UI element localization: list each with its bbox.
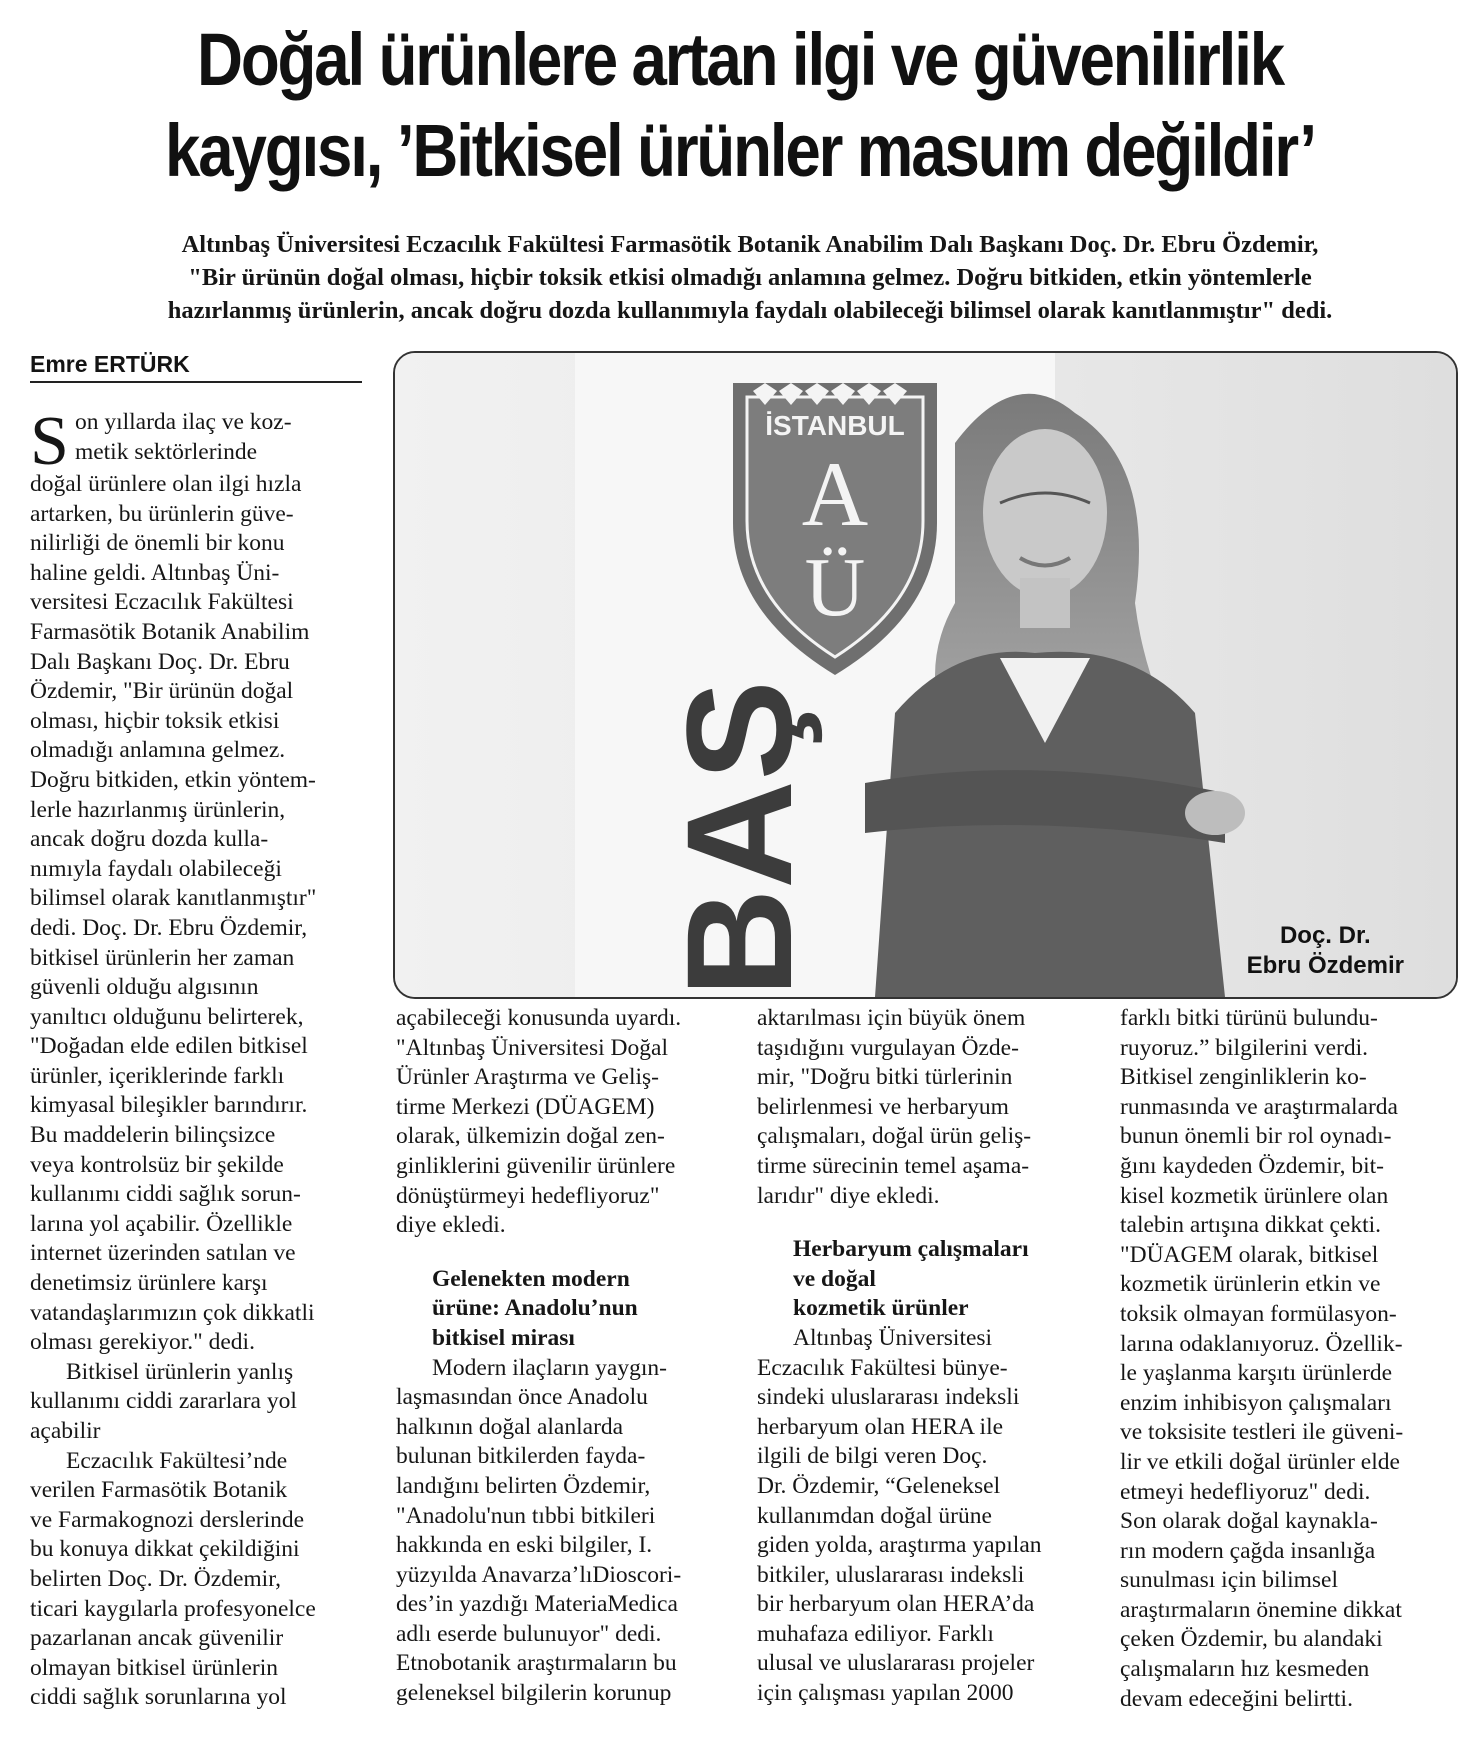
body-text-line: bitkiler, uluslararası indeksli [757, 1561, 1025, 1588]
body-text-line: rın modern çağda insanlığa [1120, 1537, 1376, 1564]
body-text-line: kimyasal bileşikler barındırır. [30, 1092, 308, 1119]
body-text-line: olmayan bitkisel ürünlerin [30, 1654, 279, 1681]
body-text-line: farklı bitki türünü bulundu- [1120, 1005, 1378, 1031]
body-text-line: belirten Doç. Dr. Özdemir, [30, 1565, 281, 1592]
body-text-line: "Altınbaş Üniversitesi Doğal [396, 1034, 668, 1061]
body-text-line: doğal ürünlere olan ilgi hızla [30, 471, 302, 497]
body-text-line: denetimsiz ürünlere karşı [30, 1270, 268, 1297]
body-text-line: ancak doğru dozda kulla- [30, 826, 269, 853]
headline-line-1: Doğal ürünlere artan ilgi ve güvenilirlik [197, 18, 1283, 101]
body-text-line: yüzyılda Anavarza’lıDioscori- [396, 1561, 682, 1588]
body-text-line: Dr. Özdemir, “Geleneksel [757, 1472, 1001, 1499]
body-text-line: ve toksisite testleri ile güveni- [1120, 1419, 1404, 1446]
body-text-line: kullanımı ciddi zararlara yol [30, 1388, 297, 1415]
body-text-line: Son olarak doğal kaynakla- [1120, 1508, 1378, 1535]
body-text-line: nilirliği de önemli bir konu [30, 530, 285, 557]
body-text-line: açabileceği konusunda uyardı. [396, 1005, 682, 1031]
body-text-line: aktarılması için büyük önem [757, 1005, 1026, 1031]
body-text-line: Bitkisel zenginliklerin ko- [1120, 1064, 1367, 1091]
body-text-line: bilimsel olarak kanıtlanmıştır" [30, 885, 317, 912]
body-text-line: artarken, bu ürünlerin güve- [30, 500, 294, 527]
paragraph-gap [757, 1211, 1107, 1235]
body-text-line: dönüştürmeyi hedefliyoruz" [396, 1182, 660, 1209]
body-text-line: "Anadolu'nun tıbbi bitkileri [396, 1502, 656, 1529]
headline [121, 14, 1359, 196]
body-text-line: ulusal ve uluslararası projeler [757, 1650, 1035, 1677]
headline-line-2: kaygısı, ’Bitkisel ürünler masum değildir’ [165, 109, 1315, 192]
body-text-line: "DÜAGEM olarak, bitkisel [1120, 1241, 1379, 1268]
drop-cap: S [30, 403, 69, 480]
section-subheading: ürüne: Anadolu’nun [432, 1295, 638, 1322]
byline: Emre ERTÜRK [30, 349, 362, 383]
body-text-line: kisel kozmetik ürünlere olan [1120, 1182, 1389, 1209]
body-text-line: talebin artışına dikkat çekti. [1120, 1212, 1382, 1239]
body-text-line: dedi. Doç. Dr. Ebru Özdemir, [30, 914, 308, 941]
section-subheading: kozmetik ürünler [793, 1295, 969, 1322]
article-column-3 [757, 1004, 1107, 1709]
body-text-line: çalışmaların hız kesmeden [1120, 1656, 1370, 1683]
caption-line-2: Ebru Özdemir [1246, 952, 1404, 979]
body-text-line: larıdır" diye ekledi. [757, 1182, 940, 1209]
body-text-line: araştırmaların önemine dikkat [1120, 1596, 1402, 1623]
article-photo [393, 351, 1458, 999]
body-text-line: landığını belirten Özdemir, [396, 1472, 651, 1499]
deck-line: hazırlanmış ürünlerin, ancak doğru dozda kullanımıyla faydalı olabileceği bilimsel olarak kanıtlanmıştır" dedi. [167, 297, 1333, 324]
body-text-line: ticari kaygılarla profesyonelce [30, 1595, 316, 1622]
caption-line-1: Doç. Dr. [1279, 922, 1371, 949]
body-text-line: ğını kaydeden Özdemir, bit- [1120, 1152, 1385, 1179]
body-text-line: kullanımı ciddi sağlık sorun- [30, 1181, 301, 1208]
body-text-line: Bu maddelerin bilinçsizce [30, 1122, 276, 1149]
body-text-line: Altınbaş Üniversitesi [793, 1324, 993, 1351]
body-text-line: diye ekledi. [396, 1212, 506, 1239]
body-text-line: ve Farmakognozi derslerinde [30, 1506, 305, 1533]
body-text-line: Eczacılık Fakültesi’nde [66, 1447, 288, 1474]
body-text-line: ruyoruz.” bilgilerini verdi. [1120, 1034, 1368, 1061]
body-text-line: tirme Merkezi (DÜAGEM) [396, 1093, 655, 1120]
body-text-line: olarak, ülkemizin doğal zen- [396, 1123, 665, 1150]
body-text-line: runmasında ve araştırmalarda [1120, 1093, 1398, 1120]
body-text-line: des’in yazdığı MateriaMedica [396, 1591, 678, 1618]
body-text-line: Ürünler Araştırma ve Geliş- [396, 1064, 659, 1091]
body-text-line: muhafaza ediliyor. Farklı [757, 1620, 994, 1647]
body-text-line: giden yolda, araştırma yapılan [757, 1532, 1042, 1559]
body-text-line: kullanımdan doğal ürüne [757, 1502, 992, 1529]
body-text-line: toksik olmayan formülasyon- [1120, 1300, 1397, 1327]
body-text-line: bu konuya dikkat çekildiğini [30, 1536, 300, 1563]
logo-letter-u: Ü [804, 541, 866, 634]
body-text-line: Eczacılık Fakültesi bünye- [757, 1354, 1008, 1381]
body-text-line: "Doğadan elde edilen bitkisel [30, 1033, 308, 1060]
body-text-line: pazarlanan ancak güvenilir [30, 1625, 284, 1652]
body-text-line: versitesi Eczacılık Fakültesi [30, 589, 294, 616]
body-text-line: Dalı Başkanı Doç. Dr. Ebru [30, 648, 290, 675]
body-text-line: ciddi sağlık sorunlarına yol [30, 1684, 287, 1711]
logo-letter-a: A [801, 443, 869, 545]
logo-city-text: İSTANBUL [765, 410, 905, 441]
section-subheading: ve doğal [793, 1265, 876, 1292]
body-text-line: Bitkisel ürünlerin yanlış [66, 1358, 294, 1385]
body-text-line: devam edeceğini belirtti. [1120, 1685, 1353, 1712]
body-text-line: adlı eserde bulunuyor" dedi. [396, 1620, 662, 1647]
body-text-line: herbaryum olan HERA ile [757, 1413, 1004, 1440]
body-text-line: çeken Özdemir, bu alandaki [1120, 1626, 1383, 1653]
body-text-line: ilgili de bilgi veren Doç. [757, 1443, 988, 1470]
body-text-line: Modern ilaçların yaygın- [432, 1354, 667, 1381]
body-text-line: mir, "Doğru bitki türlerinin [757, 1064, 1013, 1091]
body-text-line: veya kontrolsüz bir şekilde [30, 1151, 284, 1178]
body-text-line: laşmasından önce Anadolu [396, 1384, 648, 1411]
body-text-line: larına yol açabilir. Özellikle [30, 1210, 293, 1237]
body-text-line: olması gerekiyor." dedi. [30, 1329, 255, 1356]
body-text-line: metik sektörlerinde [74, 438, 258, 465]
body-text-line: yanıltıcı olduğunu belirterek, [30, 1003, 304, 1030]
body-text-line: larına odaklanıyoruz. Özellik- [1120, 1330, 1403, 1357]
body-text-line: bunun önemli bir rol oynadı- [1120, 1123, 1392, 1150]
body-text-line: tirme sürecinin temel aşama- [757, 1152, 1030, 1179]
body-text-line: lir ve etkili doğal ürünler elde [1120, 1448, 1400, 1475]
body-text-line: le yaşlanma karşıtı ürünlerde [1120, 1360, 1393, 1387]
body-text-line: enzim inhibisyon çalışmaları [1120, 1389, 1392, 1416]
body-text-line: halkının doğal alanlarda [396, 1413, 624, 1440]
body-text-line: güvenli olduğu algısının [30, 974, 259, 1001]
body-text-line: için çalışması yapılan 2000 [757, 1680, 1014, 1707]
body-text-line: taşıdığını vurgulayan Özde- [757, 1034, 1019, 1061]
body-text-line: sindeki uluslararası indeksli [757, 1384, 1020, 1411]
body-text-line: Etnobotanik araştırmaların bu [396, 1650, 677, 1677]
body-text-line: Doğru bitkiden, etkin yöntem- [30, 766, 316, 793]
body-text-line: hakkında en eski bilgiler, I. [396, 1532, 653, 1559]
body-text-line: verilen Farmasötik Botanik [30, 1477, 288, 1504]
body-text-line: ginliklerini güvenilir ürünlere [396, 1152, 676, 1179]
body-text-line: bitkisel ürünlerin her zaman [30, 944, 295, 971]
article-deck [40, 228, 1460, 327]
body-text-line: on yıllarda ilaç ve koz- [74, 409, 292, 435]
body-text-line: haline geldi. Altınbaş Üni- [30, 559, 280, 586]
section-subheading: Gelenekten modern [432, 1265, 630, 1292]
section-subheading: Herbaryum çalışmaları [793, 1236, 1029, 1263]
body-text-line: sunulması için bilimsel [1120, 1567, 1339, 1594]
body-text-line: lerle hazırlanmış ürünlerin, [30, 796, 286, 823]
article-column-4 [1120, 1004, 1470, 1714]
body-text-line: olmadığı anlamına gelmez. [30, 737, 286, 764]
body-text-line: belirlenmesi ve herbaryum [757, 1093, 1009, 1120]
section-subheading: bitkisel mirası [432, 1324, 575, 1351]
article-column-1 [30, 403, 380, 1713]
body-text-line: geleneksel bilgilerin korunup [396, 1680, 672, 1707]
deck-line: "Bir ürünün doğal olması, hiçbir toksik etkisi olmadığı anlamına gelmez. Doğru bitkiden, etkin yöntemlerle [188, 264, 1312, 291]
body-text-line: Özdemir, "Bir ürünün doğal [30, 678, 294, 705]
body-text-line: açabilir [30, 1418, 101, 1444]
body-text-line: vatandaşlarımızın çok dikkatli [30, 1299, 315, 1326]
body-text-line: etmeyi hedefliyoruz" dedi. [1120, 1478, 1371, 1505]
body-text-line: Farmasötik Botanik Anabilim [30, 618, 310, 645]
body-text-line: nımıyla faydalı olabileceği [30, 855, 282, 882]
body-text-line: çalışmaları, doğal ürün geliş- [757, 1123, 1032, 1150]
deck-line: Altınbaş Üniversitesi Eczacılık Fakültesi Farmasötik Botanik Anabilim Dalı Başkanı Doç. Dr. Ebru Özdemir, [181, 231, 1319, 258]
body-text-line: ürünler, içeriklerinde farklı [30, 1062, 285, 1089]
body-text-line: bulunan bitkilerden fayda- [396, 1443, 646, 1470]
portrait-illustration [395, 353, 1456, 997]
article-column-2 [396, 1004, 746, 1709]
body-text-line: kozmetik ürünlerin etkin ve [1120, 1271, 1381, 1298]
photo-caption [1247, 921, 1404, 981]
body-text-line: olması, hiçbir toksik etkisi [30, 707, 280, 734]
wall-lettering: BAŞ [655, 680, 823, 997]
body-text-line: bir herbaryum olan HERA’da [757, 1591, 1035, 1618]
body-text-line: internet üzerinden satılan ve [30, 1240, 296, 1267]
paragraph-gap [396, 1241, 746, 1265]
